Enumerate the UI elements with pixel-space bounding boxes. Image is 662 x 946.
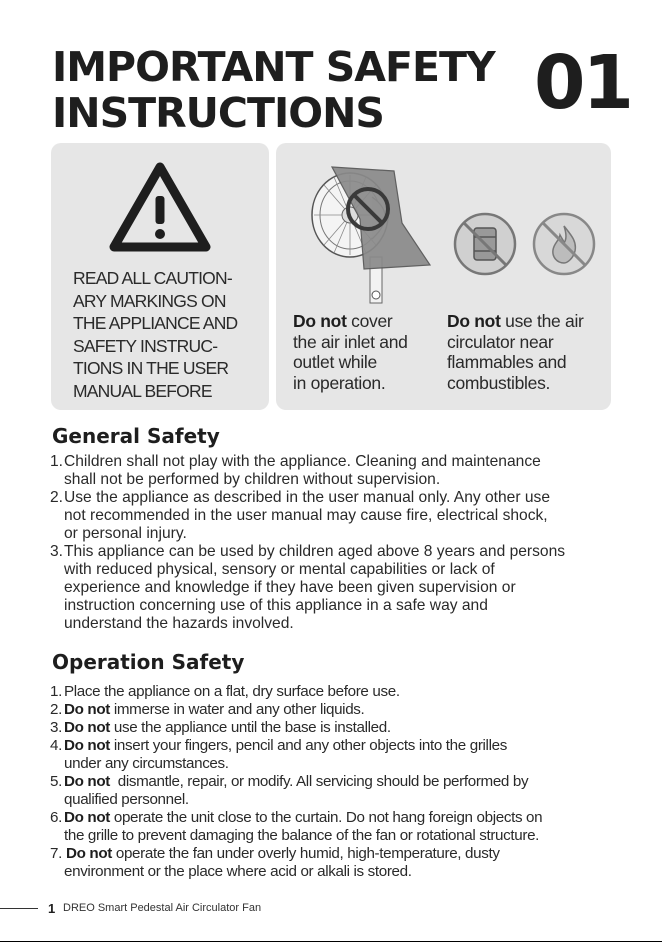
title-line-2: INSTRUCTIONS [52, 89, 384, 137]
warning-line: in operation. [293, 372, 386, 393]
caution-text [73, 267, 265, 403]
no-fire-icon [531, 211, 597, 277]
general-safety-list [50, 453, 620, 633]
page-number: 1 [48, 901, 56, 916]
warning-triangle-icon [105, 158, 215, 256]
bottom-rule [0, 941, 662, 942]
list-item: 7. Do not operate the fan under overly humid, high-temperature, dusty environment or the place where acid or alkali is stored. [50, 845, 500, 880]
caution-line: ARY MARKINGS ON [73, 290, 226, 311]
operation-safety-list [50, 683, 620, 881]
list-item: 1. Children shall not play with the appliance. Cleaning and maintenance shall not be performed by children without supervision. [50, 453, 541, 488]
warning-bold: Do not [447, 311, 501, 331]
warning-rest: cover [351, 311, 393, 331]
warnings-panel [276, 143, 611, 410]
general-safety-heading: General Safety [52, 424, 220, 448]
caution-panel [51, 143, 269, 410]
operation-safety-heading: Operation Safety [52, 650, 245, 674]
list-item: 3. This appliance can be used by children aged above 8 years and persons with reduced physical, sensory or mental capabilities or lack of experience and knowledge if they have been given supervision or instruction concerning use of this appliance in a safe way and understand the hazards involved. [50, 543, 566, 632]
list-item: 4. Do not insert your fingers, pencil and any other objects into the grilles under any circumstances. [50, 737, 507, 772]
caution-line: READ ALL CAUTION- [73, 268, 232, 288]
warning-cover-text [293, 311, 443, 393]
warning-line: flammables and [447, 352, 567, 372]
caution-line: THE APPLIANCE AND [73, 313, 238, 334]
list-item: 1. Place the appliance on a flat, dry surface before use. [50, 683, 400, 700]
list-item: 2. Do not immerse in water and any other liquids. [50, 701, 365, 718]
warning-bold: Do not [293, 311, 347, 331]
warning-line: combustibles. [447, 372, 551, 393]
caution-line: SAFETY INSTRUC- [73, 335, 218, 356]
warning-rest: use the air [505, 311, 584, 331]
warning-line: circulator near [447, 331, 554, 352]
caution-line: MANUAL BEFORE [73, 380, 212, 401]
caution-line: TIONS IN THE USER [73, 358, 229, 379]
title-line-1: IMPORTANT SAFETY [52, 43, 495, 91]
list-item: 3. Do not use the appliance until the base is installed. [50, 719, 391, 736]
footer-rule [0, 908, 38, 909]
list-item: 6. Do not operate the unit close to the curtain. Do not hang foreign objects on the grille to prevent damaging the balance of the fan or rotational structure. [50, 809, 543, 844]
page-title [52, 43, 495, 137]
warning-line: outlet while [293, 352, 377, 372]
list-item: 5. Do not dismantle, repair, or modify. All servicing should be performed by qualified personnel. [50, 773, 529, 808]
no-flammables-barrel-icon [452, 211, 518, 277]
footer-text: DREO Smart Pedestal Air Circulator Fan [63, 902, 262, 914]
section-number: 01 [534, 40, 631, 126]
warning-flammables-text [447, 311, 609, 393]
warning-line: the air inlet and [293, 331, 408, 352]
fan-covered-prohibited-icon [302, 157, 432, 305]
list-item: 2. Use the appliance as described in the user manual only. Any other use not recommended in the user manual may cause fire, electrical shock, or personal injury. [50, 489, 551, 542]
